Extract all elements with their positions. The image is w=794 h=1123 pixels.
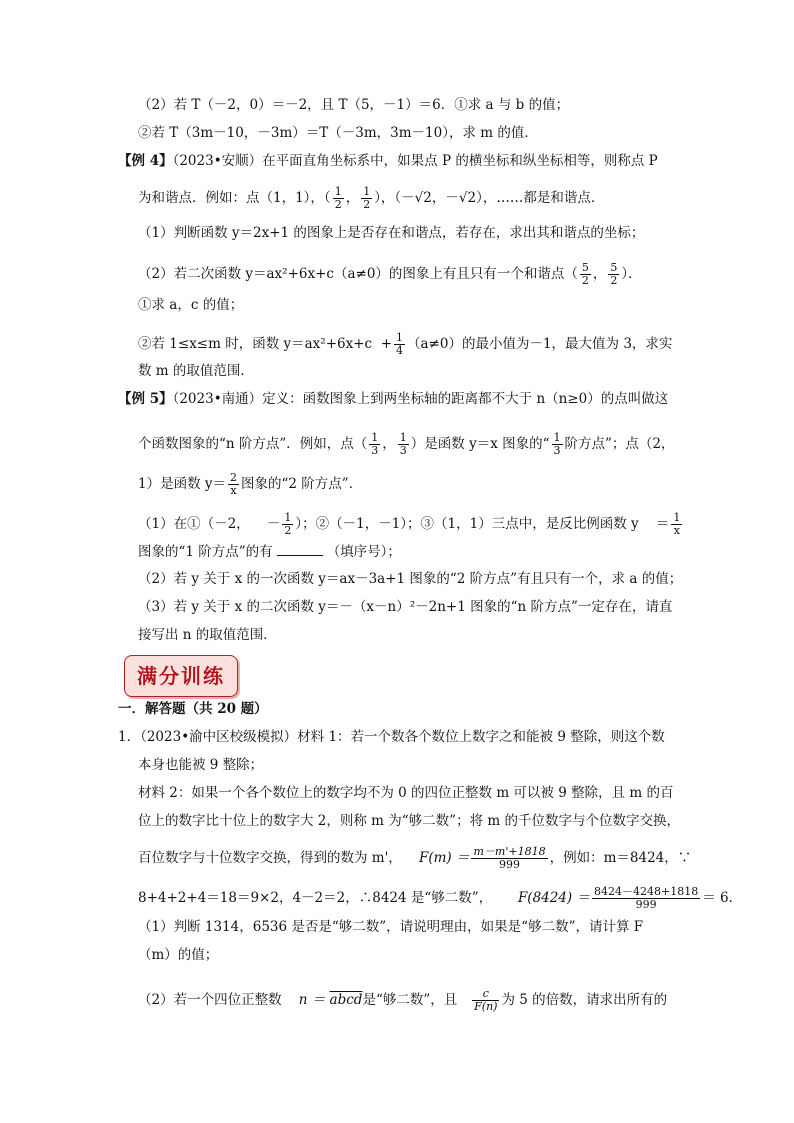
text-fragment: 百位数字与十位数字交换，得到的数为 m'， [138,850,402,866]
fraction: $\frac{1}{4}$ [396,331,403,357]
text-line [138,988,667,1013]
text-line: （2023•南通）定义：函数图象上到两坐标轴的距离都不大于 n（n≥0）的点叫做这 [172,391,669,407]
example-4-heading [118,152,658,170]
text-fragment: 图象的“2 阶方点”． [241,476,363,492]
text-fragment: ）是函数 y＝x 图象的“ [410,436,550,452]
fraction: $\frac{1}{3}$ [371,431,379,457]
fraction: $\frac{5}{2}$ [581,261,589,287]
text-fragment: ，例如：m＝8424，∵ [549,850,692,866]
text-fragment: （填序号）； [326,544,401,560]
text-line: （m）的值； [138,947,219,963]
example-tag: 【例 5】 [118,391,173,407]
text-line [138,332,672,357]
formula-lhs: F(8424) ＝ [517,890,590,906]
fraction: $\frac{5}{2}$ [610,261,618,287]
text-fragment: ）． [621,266,642,282]
text-line: （2）若 y 关于 x 的一次函数 y＝ax－3a+1 图象的“2 阶方点”有且只有一个，求 a 的值； [138,571,683,587]
text-line: ②若 T（3m－10，－3m）＝T（－3m，3m－10），求 m 的值． [138,125,538,141]
formula-lhs: F(m) ＝ [418,850,470,866]
text-fragment: 1）是函数 y＝ [138,476,227,492]
text-line: （2）若 T（－2，0）＝－2，且 T（5，－1）＝6．①求 a 与 b 的值； [138,97,570,113]
fraction: $\frac{1}{3}$ [399,431,407,457]
text-line: （2）若二次函数 y＝ax²+6x+c（a≠0）的图象上有且只有一个和谐点（ $\frac{5}{2}$ ， $\frac{5}{2}$ ）． [138,261,642,287]
text-line [138,472,362,497]
plus-sign: + [380,336,392,352]
text-fragment: 图象的“1 阶方点”的有 [138,544,273,560]
text-line: （1）判断 1314，6536 是否是“够二数”，请说明理由，如果是“够二数”，请计算 F [138,919,644,935]
text-line: （1）判断函数 y＝2x+1 的图象上是否存在和谐点，若存在，求出其和谐点的坐标； [138,225,645,241]
fraction: $\frac{1}{3}$ [553,431,561,457]
text-line: 数 m 的取值范围． [138,363,254,379]
text-line: （3）若 y 关于 x 的二次函数 y＝－（x－n）²－2n+1 图象的“n 阶方点”一定存在，请直 [138,599,673,615]
text-line: 为和谐点．例如：点（1，1），（ $\frac{1}{2}$ ， $\frac{1}{2}$ ），（－√2，－√2），……都是和谐点． [138,185,605,211]
equals-sign: ＝ [655,516,670,532]
text-line: ①求 a，c 的值； [138,297,244,313]
example-5-heading [118,390,668,408]
text-fragment: ②若 1≤x≤m 时，函数 y＝ax²+6x+c [138,336,373,352]
text-fragment: （1）在①（－2， [138,516,250,532]
text-line: 8+4+2+4＝18＝9×2，4－2＝2，∴8424 是“够二数”， F(8424) ＝ $\frac{8424-4248+1818}{999}$ ＝ 6． [138,885,743,911]
overline-number: abcd [329,992,363,1008]
text-fragment: 为和谐点．例如：点（1，1），（ [138,190,331,206]
text-line [138,542,401,561]
text-fragment: （a≠0）的最小值为－1，最大值为 3，求实 [407,336,673,352]
text-line: 本身也能被 9 整除； [138,757,264,773]
answer-blank[interactable] [277,542,323,556]
text-fragment: （2）若二次函数 y＝ax²+6x+c（a≠0）的图象上有且只有一个和谐点（ [138,266,578,282]
text-fragment: 8+4+2+4＝18＝9×2，4－2＝2，∴8424 是“够二数”， [138,890,493,906]
fraction: $\frac{1}{2}$ [284,511,292,537]
fraction: $\frac{2}{x}$ [230,471,238,497]
text-line [138,512,684,537]
formula-rhs: ＝ 6 [702,890,729,906]
question-1-line: 1．（2023•渝中区校级模拟）材料 1：若一个数各个数位上数字之和能被 9 整除，则这个数 [118,729,665,745]
formula-fraction: $\frac{c}{F(n)}$ [474,987,498,1013]
text-fragment: ）；②（－1，－1）；③（1，1）三点中，是反比例函数 y [295,516,639,532]
text-fragment: 是“够二数”，且 [362,992,458,1008]
full-marks-training-badge: 满分训练 [124,655,238,697]
text-fragment: ），（－√2，－√2），……都是和谐点． [374,190,605,206]
text-fragment: （2）若一个四位正整数 [138,992,282,1008]
text-fragment: 为 5 的倍数，请求出所有的 [501,992,668,1008]
formula-fraction: $\frac{m-m'+1818}{999}$ [473,845,546,871]
fraction: $\frac{1}{2}$ [363,185,371,211]
minus-sign: － [266,516,281,532]
text-line: 接写出 n 的取值范围． [138,627,277,643]
text-line: 个函数图象的“n 阶方点”．例如，点（ $\frac{1}{3}$ ， $\frac{1}{3}$ ）是函数 y＝x 图象的“ $\frac{1}{3}$ 阶方点”；点（2， [138,431,675,457]
formula-lhs: n ＝ [298,992,330,1008]
text-line: 位上的数字比十位上的数字大 2，则称 m 为“够二数”；将 m 的千位数字与个位数字交换， [138,813,680,829]
text-fragment: 阶方点”；点（2， [564,436,675,452]
text-line: 材料 2：如果一个各个数位上的数字均不为 0 的四位正整数 m 可以被 9 整除，且 m 的百 [138,785,674,801]
example-tag: 【例 4】 [118,153,173,169]
text-line: （2023•安顺）在平面直角坐标系中，如果点 P 的横坐标和纵坐标相等，则称点 P [172,153,658,169]
text-line [138,846,691,871]
text-fragment: 个函数图象的“n 阶方点”．例如，点（ [138,436,368,452]
fraction: $\frac{1}{x}$ [673,511,681,537]
section-title: 一．解答题（共 20 题） [118,701,268,717]
formula-fraction: $\frac{8424-4248+1818}{999}$ [594,885,699,911]
fraction: $\frac{1}{2}$ [334,185,342,211]
